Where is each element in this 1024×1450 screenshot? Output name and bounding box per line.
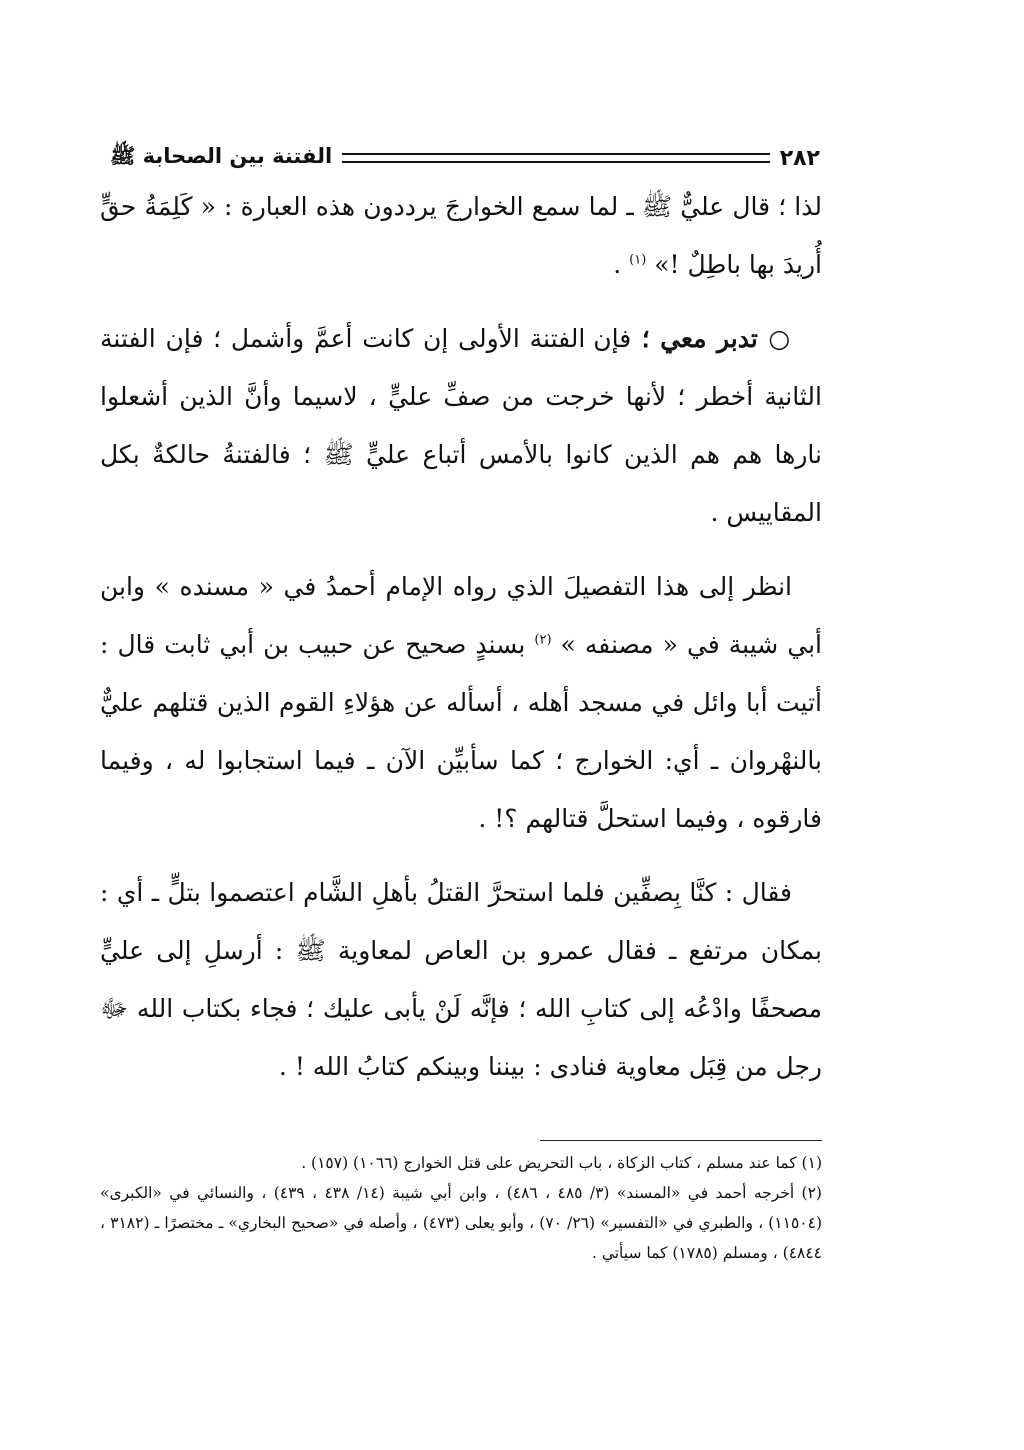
- footnote-ref-1: (١): [629, 252, 647, 268]
- paragraph-2: [100, 310, 822, 542]
- paragraph-2-text: فإن الفتنة الأولى إن كانت أعمَّ وأشمل ؛ فإن الفتنة الثانية أخطر ؛ لأنها خرجت من صفِّ عليٍّ ، لاسيما وأنَّ الذين أشعلوا نارها هم هم الذين كانوا بالأمس أتباع عليٍّ ﷺ ؛ فالفتنةُ حالكةٌ بكل المقاييس .: [100, 324, 822, 527]
- paragraph-2-lead: ○ تدبر معي ؛: [631, 324, 792, 353]
- paragraph-3-text-a: انظر إلى هذا التفصيلَ الذي رواه الإمام أحمدُ في « مسنده » وابن أبي شيبة في « مصنفه »: [100, 572, 823, 659]
- paragraph-4: [100, 864, 822, 1096]
- page-header: [110, 138, 820, 178]
- paragraph-1: [100, 178, 822, 294]
- paragraph-3-text-b: بسندٍ صحيح عن حبيب بن أبي ثابت قال : أتيت أبا وائل في مسجد أهله ، أسأله عن هؤلاءِ القوم الذين قتلهم عليٌّ بالنهْروان ـ أي: الخوارج ؛ كما سأبيِّن الآن ـ فيما استجابوا له ، وفيما فارقوه ، وفيما استحلَّ قتالهم ؟! .: [100, 630, 822, 833]
- running-title: الفتنة بين الصحابة ﷺ: [110, 143, 333, 168]
- footnote-ref-2: (٢): [534, 632, 552, 648]
- header-rule: [342, 153, 770, 163]
- footnote-1: (١) كما عند مسلم ، كتاب الزكاة ، باب التحريض على قتل الخوارج (١٠٦٦) (١٥٧) .: [301, 1154, 822, 1172]
- footnote-2: (٢) أخرجه أحمد في «المسند» (٣/ ٤٨٥ ، ٤٨٦) ، وابن أبي شيبة (١٤/ ٤٣٨ ، ٤٣٩) ، والنسائي في «الكبرى» (١١٥٠٤) ، والطبري في «التفسير» (٢٦/ ٧٠) ، وأبو يعلى (٤٧٣) ، وأصله في «صحيح البخاري» ـ مختصرًا ـ (٣١٨٢ ، ٤٨٤٤) ، ومسلم (١٧٨٥) كما سيأتي .: [100, 1184, 822, 1262]
- paragraph-1-text: لذا ؛ قال عليٌّ ﷺ ـ لما سمع الخوارجَ يرددون هذه العبارة : « كَلِمَةُ حقٍّ أُريدَ بها باطِلٌ !»: [100, 192, 822, 279]
- page-number: ٢٨٢: [779, 145, 820, 171]
- paragraph-1-end: .: [613, 250, 630, 279]
- paragraph-3: [100, 558, 822, 848]
- footnotes: [100, 1148, 822, 1268]
- paragraph-4-text: فقال : كنَّا بِصفِّين فلما استحرَّ القتلُ بأهلِ الشَّام اعتصموا بتلٍّ ـ أي : بمكان مرتفع ـ فقال عمرو بن العاص لمعاوية ﷺ : أرسلِ إلى عليٍّ مصحفًا وادْعُه إلى كتابِ الله ؛ فإنَّه لَنْ يأبى عليك ؛ فجاء بكتاب الله ﷻ رجل من قِبَل معاوية فنادى : بيننا وبينكم كتابُ الله ! .: [100, 878, 822, 1081]
- footnote-separator: [540, 1140, 822, 1141]
- main-text: [100, 178, 822, 1112]
